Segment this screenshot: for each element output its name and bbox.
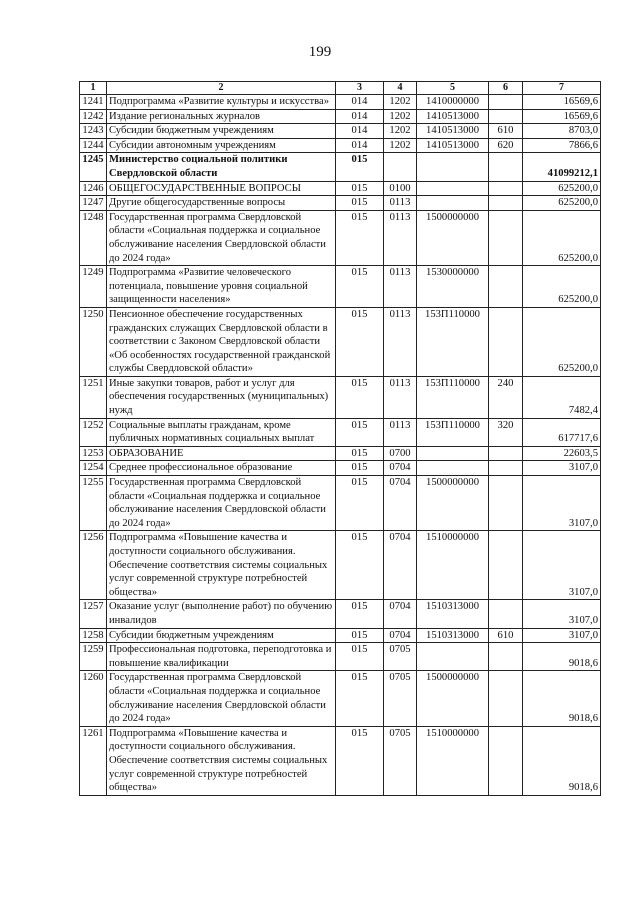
row-admin-code: 014 — [336, 138, 384, 153]
table-row — [80, 210, 601, 265]
row-number: 1253 — [80, 446, 107, 461]
header-col-5: 5 — [417, 82, 489, 95]
table-row — [80, 124, 601, 139]
header-col-3: 3 — [336, 82, 384, 95]
table-row — [80, 600, 601, 628]
row-name: Государственная программа Свердловской области «Социальная поддержка и социальное обслуживание населения Свердловской области до 2024 года» — [107, 476, 336, 531]
row-expense-type — [489, 476, 523, 531]
row-admin-code: 015 — [336, 266, 384, 308]
row-section-code: 1202 — [384, 138, 417, 153]
row-admin-code: 015 — [336, 307, 384, 376]
row-name: Подпрограмма «Повышение качества и доступности социального обслуживания. Обеспечение соответствия системы социальных услуг современной структуре потребностей общества» — [107, 531, 336, 600]
row-number: 1241 — [80, 95, 107, 110]
table-row — [80, 531, 601, 600]
row-number: 1256 — [80, 531, 107, 600]
row-number: 1247 — [80, 196, 107, 211]
table-row — [80, 446, 601, 461]
row-amount: 9018,6 — [523, 726, 601, 795]
row-admin-code: 015 — [336, 196, 384, 211]
row-expense-type — [489, 600, 523, 628]
row-amount: 625200,0 — [523, 307, 601, 376]
row-number: 1248 — [80, 210, 107, 265]
row-name: Издание региональных журналов — [107, 109, 336, 124]
row-name: Пенсионное обеспечение государственных гражданских служащих Свердловской области в соответствии с Законом Свердловской области «Об особенностях государственной гражданской службы Свердловской области» — [107, 307, 336, 376]
row-number: 1245 — [80, 153, 107, 181]
row-number: 1251 — [80, 376, 107, 418]
row-name: Иные закупки товаров, работ и услуг для обеспечения государственных (муниципальных) нужд — [107, 376, 336, 418]
row-section-code: 1202 — [384, 124, 417, 139]
table-row — [80, 643, 601, 671]
row-amount: 7482,4 — [523, 376, 601, 418]
row-number: 1252 — [80, 418, 107, 446]
row-section-code: 0113 — [384, 418, 417, 446]
row-name: Среднее профессиональное образование — [107, 461, 336, 476]
row-expense-type: 320 — [489, 418, 523, 446]
row-amount: 7866,6 — [523, 138, 601, 153]
row-admin-code: 015 — [336, 153, 384, 181]
row-target-code — [417, 461, 489, 476]
row-target-code: 1510000000 — [417, 726, 489, 795]
table-row — [80, 671, 601, 726]
row-admin-code: 015 — [336, 461, 384, 476]
row-amount: 22603,5 — [523, 446, 601, 461]
row-target-code — [417, 196, 489, 211]
row-target-code: 1410000000 — [417, 95, 489, 110]
table-row — [80, 726, 601, 795]
row-expense-type — [489, 95, 523, 110]
row-number: 1257 — [80, 600, 107, 628]
row-number: 1250 — [80, 307, 107, 376]
row-target-code: 1410513000 — [417, 109, 489, 124]
table-body — [80, 95, 601, 796]
row-admin-code: 015 — [336, 446, 384, 461]
row-section-code: 0704 — [384, 628, 417, 643]
row-number: 1260 — [80, 671, 107, 726]
row-amount: 625200,0 — [523, 181, 601, 196]
row-number: 1246 — [80, 181, 107, 196]
row-section-code: 0704 — [384, 600, 417, 628]
row-amount: 16569,6 — [523, 95, 601, 110]
row-section-code: 0100 — [384, 181, 417, 196]
row-admin-code: 014 — [336, 124, 384, 139]
budget-table — [79, 81, 601, 796]
row-target-code: 1510313000 — [417, 628, 489, 643]
row-admin-code: 015 — [336, 671, 384, 726]
row-amount: 617717,6 — [523, 418, 601, 446]
row-number: 1249 — [80, 266, 107, 308]
row-expense-type: 610 — [489, 124, 523, 139]
row-name: Субсидии бюджетным учреждениям — [107, 124, 336, 139]
row-expense-type — [489, 531, 523, 600]
row-section-code: 0704 — [384, 531, 417, 600]
row-target-code — [417, 153, 489, 181]
row-target-code — [417, 643, 489, 671]
table-row — [80, 109, 601, 124]
row-expense-type — [489, 181, 523, 196]
row-number: 1243 — [80, 124, 107, 139]
row-number: 1261 — [80, 726, 107, 795]
row-amount: 3107,0 — [523, 531, 601, 600]
row-name: Подпрограмма «Развитие культуры и искусства» — [107, 95, 336, 110]
row-name: ОБЩЕГОСУДАРСТВЕННЫЕ ВОПРОСЫ — [107, 181, 336, 196]
row-section-code: 0704 — [384, 476, 417, 531]
row-amount: 3107,0 — [523, 461, 601, 476]
row-name: Профессиональная подготовка, переподготовка и повышение квалификации — [107, 643, 336, 671]
row-admin-code: 015 — [336, 418, 384, 446]
row-section-code: 1202 — [384, 109, 417, 124]
row-target-code: 153П110000 — [417, 307, 489, 376]
row-amount: 625200,0 — [523, 266, 601, 308]
row-amount: 41099212,1 — [523, 153, 601, 181]
page-number: 199 — [308, 44, 332, 60]
row-admin-code: 015 — [336, 531, 384, 600]
row-expense-type — [489, 643, 523, 671]
row-section-code: 0113 — [384, 210, 417, 265]
row-admin-code: 015 — [336, 628, 384, 643]
row-section-code: 0113 — [384, 196, 417, 211]
row-section-code: 0705 — [384, 726, 417, 795]
header-col-1: 1 — [80, 82, 107, 95]
row-name: Подпрограмма «Развитие человеческого потенциала, повышение уровня социальной защищенности населения» — [107, 266, 336, 308]
row-admin-code: 015 — [336, 376, 384, 418]
table-header-row — [80, 82, 601, 95]
row-name: Другие общегосударственные вопросы — [107, 196, 336, 211]
table-row — [80, 461, 601, 476]
row-expense-type — [489, 446, 523, 461]
row-admin-code: 015 — [336, 476, 384, 531]
row-target-code — [417, 446, 489, 461]
table-row — [80, 196, 601, 211]
row-section-code: 0113 — [384, 307, 417, 376]
header-col-6: 6 — [489, 82, 523, 95]
row-number: 1259 — [80, 643, 107, 671]
row-expense-type — [489, 671, 523, 726]
row-target-code: 153П110000 — [417, 418, 489, 446]
row-target-code: 1500000000 — [417, 671, 489, 726]
row-admin-code: 014 — [336, 109, 384, 124]
row-expense-type — [489, 307, 523, 376]
row-amount: 625200,0 — [523, 196, 601, 211]
row-section-code — [384, 153, 417, 181]
row-number: 1258 — [80, 628, 107, 643]
header-col-7: 7 — [523, 82, 601, 95]
row-section-code: 0113 — [384, 376, 417, 418]
row-expense-type — [489, 210, 523, 265]
row-target-code: 1500000000 — [417, 210, 489, 265]
row-number: 1244 — [80, 138, 107, 153]
row-number: 1255 — [80, 476, 107, 531]
row-target-code: 1530000000 — [417, 266, 489, 308]
row-name: Субсидии бюджетным учреждениям — [107, 628, 336, 643]
row-target-code: 1510000000 — [417, 531, 489, 600]
row-name: Социальные выплаты гражданам, кроме публичных нормативных социальных выплат — [107, 418, 336, 446]
row-expense-type — [489, 196, 523, 211]
table-row — [80, 476, 601, 531]
row-target-code: 153П110000 — [417, 376, 489, 418]
row-amount: 3107,0 — [523, 600, 601, 628]
table-row — [80, 95, 601, 110]
table-row — [80, 153, 601, 181]
row-section-code: 0113 — [384, 266, 417, 308]
row-amount: 9018,6 — [523, 643, 601, 671]
row-amount: 3107,0 — [523, 476, 601, 531]
row-section-code: 0705 — [384, 671, 417, 726]
table-row — [80, 628, 601, 643]
table-row — [80, 138, 601, 153]
table-row — [80, 376, 601, 418]
row-admin-code: 015 — [336, 643, 384, 671]
row-target-code — [417, 181, 489, 196]
row-name: ОБРАЗОВАНИЕ — [107, 446, 336, 461]
row-expense-type — [489, 726, 523, 795]
table-row — [80, 266, 601, 308]
row-expense-type: 610 — [489, 628, 523, 643]
row-name: Государственная программа Свердловской области «Социальная поддержка и социальное обслуживание населения Свердловской области до 2024 года» — [107, 210, 336, 265]
row-amount: 3107,0 — [523, 628, 601, 643]
row-number: 1254 — [80, 461, 107, 476]
row-target-code: 1410513000 — [417, 138, 489, 153]
row-amount: 8703,0 — [523, 124, 601, 139]
header-col-4: 4 — [384, 82, 417, 95]
row-admin-code: 015 — [336, 210, 384, 265]
row-expense-type — [489, 153, 523, 181]
row-name: Подпрограмма «Повышение качества и доступности социального обслуживания. Обеспечение соответствия системы социальных услуг современной структуре потребностей общества» — [107, 726, 336, 795]
row-admin-code: 015 — [336, 181, 384, 196]
row-admin-code: 015 — [336, 600, 384, 628]
header-col-2: 2 — [107, 82, 336, 95]
row-section-code: 1202 — [384, 95, 417, 110]
row-target-code: 1410513000 — [417, 124, 489, 139]
table-row — [80, 307, 601, 376]
row-name: Министерство социальной политики Свердловской области — [107, 153, 336, 181]
row-expense-type — [489, 109, 523, 124]
row-target-code: 1510313000 — [417, 600, 489, 628]
row-expense-type — [489, 266, 523, 308]
row-expense-type — [489, 461, 523, 476]
row-name: Государственная программа Свердловской области «Социальная поддержка и социальное обслуживание населения Свердловской области до 2024 года» — [107, 671, 336, 726]
table-row — [80, 418, 601, 446]
row-expense-type: 620 — [489, 138, 523, 153]
row-amount: 16569,6 — [523, 109, 601, 124]
row-section-code: 0700 — [384, 446, 417, 461]
row-section-code: 0705 — [384, 643, 417, 671]
row-section-code: 0704 — [384, 461, 417, 476]
row-number: 1242 — [80, 109, 107, 124]
row-admin-code: 015 — [336, 726, 384, 795]
table-row — [80, 181, 601, 196]
row-admin-code: 014 — [336, 95, 384, 110]
row-name: Субсидии автономным учреждениям — [107, 138, 336, 153]
row-expense-type: 240 — [489, 376, 523, 418]
row-target-code: 1500000000 — [417, 476, 489, 531]
row-amount: 625200,0 — [523, 210, 601, 265]
row-name: Оказание услуг (выполнение работ) по обучению инвалидов — [107, 600, 336, 628]
row-amount: 9018,6 — [523, 671, 601, 726]
